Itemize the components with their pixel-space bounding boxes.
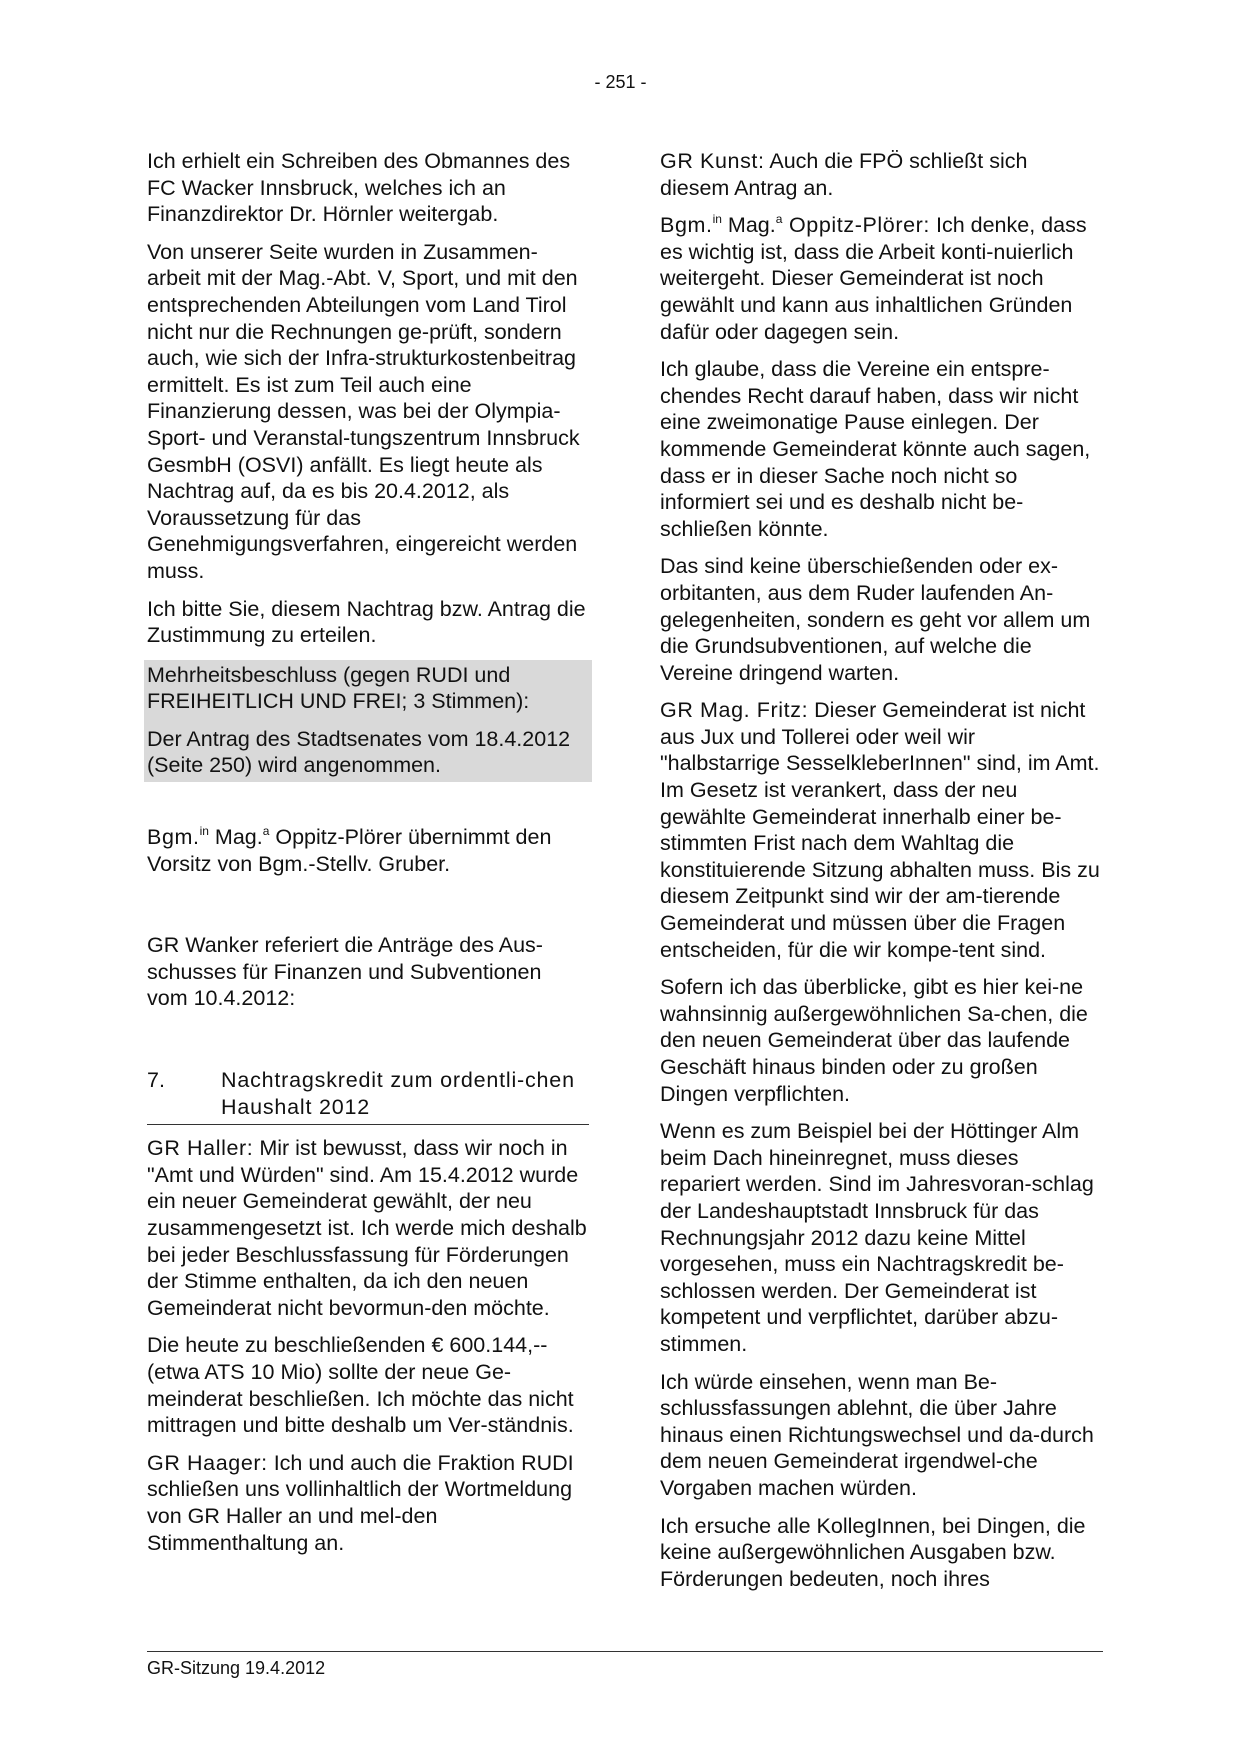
statement-text: Mir ist bewusst, dass wir noch in "Amt und Würden" sind. Am 15.4.2012 wurde ein neuer Gemeinderat gewählt, der neu zusammengesetzt ist. Ich werde mich deshalb bei jeder Beschlussfassung für Förderungen der Stimme enthalten, da ich den neuen Gemeinderat nicht bevormun-den möchte. [147, 1136, 587, 1320]
agenda-item-title: Nachtragskredit zum ordentli-chen Haushalt 2012 [221, 1068, 575, 1119]
statement-text: Ich und auch die Fraktion RUDI schließen uns vollinhaltlich der Wortmeldung von GR Haller an und mel-den Stimmenthaltung an. [147, 1450, 574, 1555]
title-mag: Mag. [721, 213, 776, 238]
chair-text: Oppitz-Plörer übernimmt den Vorsitz von Bgm.-Stellv. Gruber. [147, 825, 552, 876]
paragraph: Ich erhielt ein Schreiben des Obmannes des FC Wacker Innsbruck, welches ich an Finanzdirektor Dr. Hörnler weitergab. [147, 149, 571, 227]
superscript: a [775, 212, 783, 227]
speaker-name: GR Haller: [147, 1136, 254, 1161]
paragraph: Ich würde einsehen, wenn man Be-schlussfassungen ablehnt, die über Jahre hinaus einen Richtungswechsel und da-durch dem neuen Gemeinderat irgendwel-che Vorgaben machen würden. [660, 1369, 1094, 1500]
paragraph: Von unserer Seite wurden in Zusammen-arbeit mit der Mag.-Abt. V, Sport, und mit den entsprechenden Abteilungen vom Land Tirol nicht nur die Rechnungen ge-prüft, sondern auch, wie sich der Infra-strukturkostenbeitrag ermittelt. Es ist zum Teil auch eine Finanzierung dessen, was bei der Olympia-Sport- und Veranstal-tungszentrum Innsbruck GesmbH (OSVI) anfällt. Es liegt heute als Nachtrag auf, da es bis 20.4.2012, als Voraussetzung für das Genehmigungsverfahren, eingereicht werden muss. [147, 239, 580, 583]
title-bgm: Bgm. [147, 825, 200, 850]
title-bgm: Bgm. [660, 213, 713, 238]
superscript: in [199, 824, 209, 839]
paragraph: Ich bitte Sie, diesem Nachtrag bzw. Antrag die Zustimmung zu erteilen. [147, 596, 586, 648]
resolution-box [144, 660, 592, 782]
resolution-vote: Mehrheitsbeschluss (gegen RUDI und FREIHEITLICH UND FREI; 3 Stimmen): [147, 662, 530, 714]
right-column [660, 148, 1100, 1603]
paragraph: Sofern ich das überblicke, gibt es hier kei-ne wahnsinnig außergewöhnlichen Sa-chen, die den neuen Gemeinderat über das laufende Geschäft hinaus binden oder zu großen Dingen verpflichten. [660, 975, 1088, 1106]
paragraph: Ich ersuche alle KollegInnen, bei Dingen, die keine außergewöhnlichen Ausgaben bzw. Förderungen bedeuten, noch ihres [660, 1513, 1086, 1591]
chair-handover [147, 824, 587, 877]
statement-text: Dieser Gemeinderat ist nicht aus Jux und Tollerei oder weil wir "halbstarrige SesselkleberInnen" sind, im Amt. Im Gesetz ist verankert, dass der neu gewählte Gemeinderat innerhalb einer be-stimmten Frist nach dem Wahltag die konstituierende Sitzung abhalten muss. Bis zu diesem Zeitpunkt sind wir der am-tierende Gemeinderat und müssen über die Fragen entscheiden, für die wir kompe-tent sind. [660, 698, 1100, 962]
agenda-item-number: 7. [147, 1068, 165, 1093]
statement-kunst [660, 148, 1100, 201]
footer-session-date: GR-Sitzung 19.4.2012 [147, 1658, 326, 1678]
footer-divider [147, 1651, 1103, 1652]
speaker-name: GR Mag. Fritz: [660, 698, 809, 723]
superscript: in [712, 212, 722, 227]
speaker-name: GR Haager: [147, 1450, 268, 1475]
paragraph: Ich glaube, dass die Vereine ein entspre-chendes Recht darauf haben, dass wir nicht eine zweimonatige Pause einlegen. Der kommende Gemeinderat könnte auch sagen, dass er in dieser Sache noch nicht so informiert sei und es deshalb nicht be-schließen könnte. [660, 357, 1091, 541]
referral-text: GR Wanker referiert die Anträge des Aus-schusses für Finanzen und Subventionen vom 10.4.2012: [147, 933, 543, 1011]
speaker-name: GR Kunst: [660, 149, 765, 173]
statement-text: Ich denke, dass es wichtig ist, dass die Arbeit konti-nuierlich weitergeht. Dieser Gemeinderat ist noch gewählt und kann aus inhaltlichen Gründen dafür oder dagegen sein. [660, 213, 1087, 344]
paragraph: Die heute zu beschließenden € 600.144,-- (etwa ATS 10 Mio) sollte der neue Ge-meinderat beschließen. Ich möchte das nicht mittragen und bitte deshalb um Ver-ständnis. [147, 1333, 574, 1438]
title-mag: Mag. [208, 825, 263, 850]
statement-haller [147, 1135, 587, 1321]
agenda-item-heading [147, 1067, 589, 1125]
superscript: a [262, 824, 270, 839]
statement-haager [147, 1450, 587, 1556]
statement-oppitz [660, 212, 1100, 345]
paragraph: Das sind keine überschießenden oder ex-orbitanten, aus dem Ruder laufenden An-gelegenheiten, sondern es geht vor allem um die Grundsubventionen, auf welche die Vereine dringend warten. [660, 554, 1091, 685]
paragraph: Wenn es zum Beispiel bei der Höttinger Alm beim Dach hineinregnet, muss dieses repariert werden. Sind im Jahresvoran-schlag der Landeshauptstadt Innsbruck für das Rechnungsjahr 2012 dazu keine Mittel vorgesehen, muss ein Nachtragskredit be-schlossen werden. Der Gemeinderat ist kompetent und verpflichtet, darüber abzu-stimmen. [660, 1119, 1094, 1356]
speaker-name: Oppitz-Plörer: [782, 213, 931, 238]
statement-text: Auch die FPÖ schließt sich diesem Antrag an. [660, 149, 1028, 200]
page-number: - 251 - [594, 72, 647, 92]
resolution-result: Der Antrag des Stadtsenates vom 18.4.2012 (Seite 250) wird angenommen. [147, 726, 571, 778]
left-column [147, 148, 587, 1567]
statement-fritz [660, 697, 1100, 963]
